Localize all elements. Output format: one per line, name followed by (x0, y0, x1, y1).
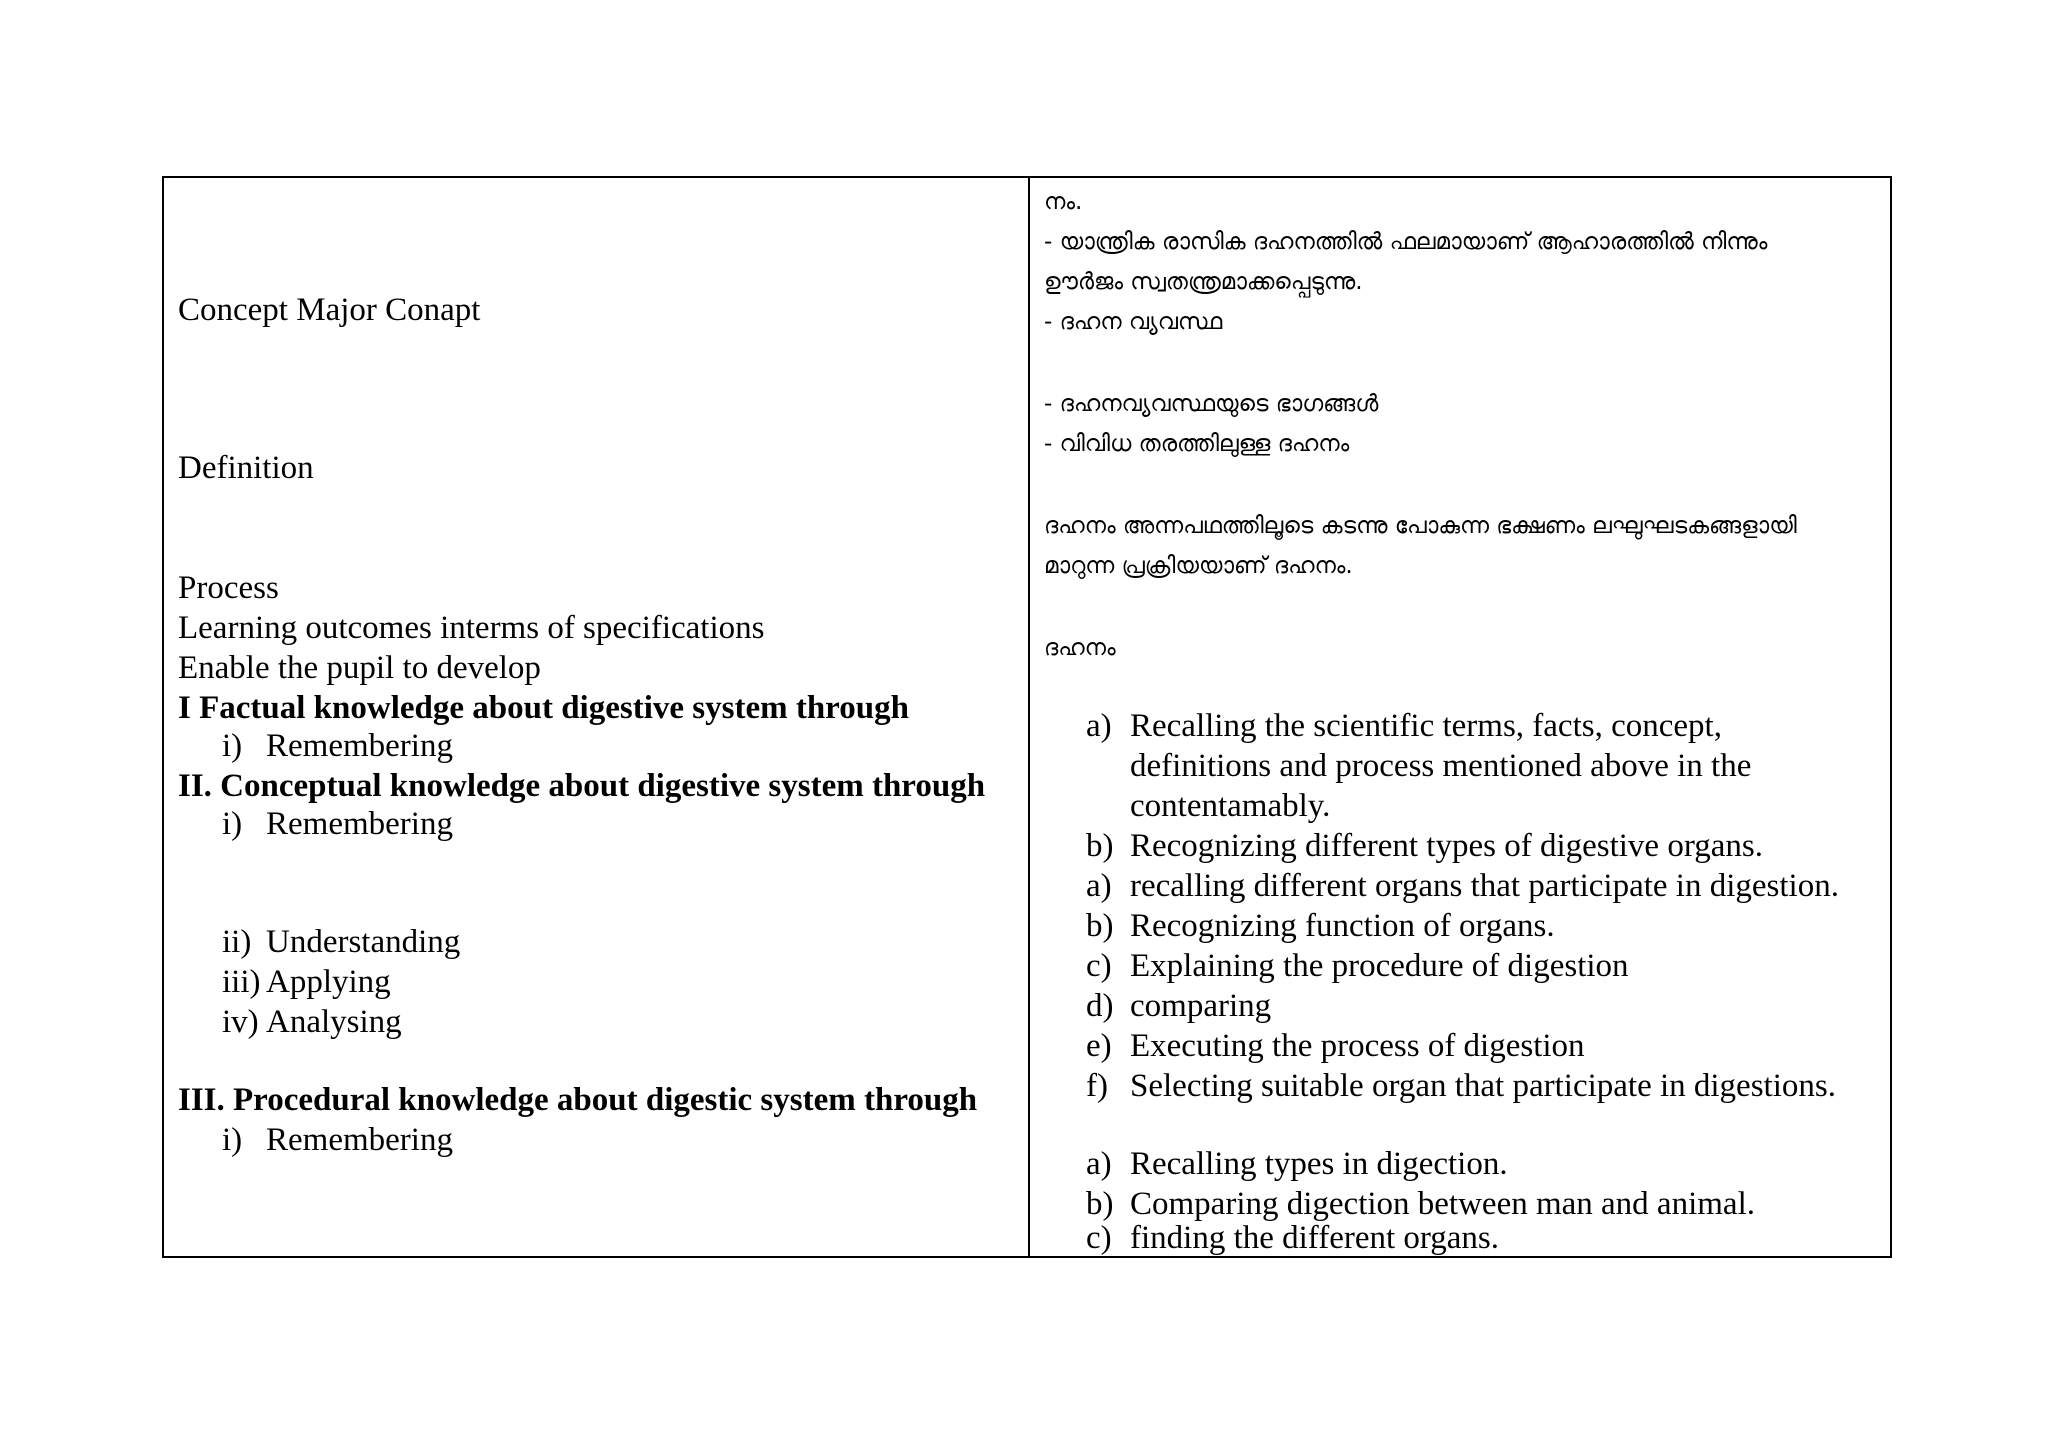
malayalam-line: ദഹനം (1044, 635, 1116, 661)
procedural-item-label: Remembering (266, 1122, 453, 1158)
outcome-letter: a) (1086, 1146, 1112, 1182)
conceptual-item-label: Applying (266, 964, 391, 1000)
conceptual-item-label: Analysing (266, 1004, 402, 1040)
malayalam-line: - യാന്ത്രിക രാസിക ദഹനത്തിൽ ഫലമായാണ് ആഹാരത്തിൽ നിന്നും (1044, 229, 1768, 255)
factual-heading: I Factual knowledge about digestive system through (178, 690, 909, 726)
outcome-letter: b) (1086, 1186, 1114, 1222)
outcome-text: Recalling types in digection. (1130, 1146, 1508, 1182)
malayalam-line: നം. (1044, 189, 1083, 215)
outcome-letter: c) (1086, 1220, 1112, 1256)
conceptual-heading: II. Conceptual knowledge about digestive system through (178, 768, 986, 804)
outcome-text: Explaining the procedure of digestion (1130, 948, 1629, 984)
outcome-letter: c) (1086, 948, 1112, 984)
procedural-heading: III. Procedural knowledge about digestic system through (178, 1082, 978, 1118)
column-divider (1028, 178, 1030, 1256)
lesson-plan-table (162, 176, 1892, 1258)
process-label: Process (178, 570, 279, 606)
malayalam-line: മാറുന്ന പ്രക്രിയയാണ് ദഹനം. (1044, 553, 1353, 579)
outcome-text: recalling different organs that participate in digestion. (1130, 868, 1839, 904)
conceptual-item-num: ii) (222, 924, 252, 960)
outcome-text: Selecting suitable organ that participate in digestions. (1130, 1068, 1836, 1104)
outcome-text: definitions and process mentioned above in the (1130, 748, 1752, 784)
conceptual-item-num: iv) (222, 1004, 259, 1040)
procedural-item-num: i) (222, 1122, 243, 1158)
outcome-text: Recognizing different types of digestive organs. (1130, 828, 1763, 864)
concept-label: Concept Major Conapt (178, 292, 481, 328)
conceptual-item-num: iii) (222, 964, 261, 1000)
enable-label: Enable the pupil to develop (178, 650, 541, 686)
outcome-text: comparing (1130, 988, 1272, 1024)
conceptual-item-label: Understanding (266, 924, 461, 960)
outcome-letter: e) (1086, 1028, 1112, 1064)
outcome-letter: b) (1086, 908, 1114, 944)
outcome-text: Comparing digection between man and animal. (1130, 1186, 1755, 1222)
conceptual-item-label: Remembering (266, 806, 453, 842)
malayalam-line: - വിവിധ തരത്തിലുള്ള ദഹനം (1044, 431, 1350, 457)
malayalam-line: ഊർജം സ്വതന്ത്രമാക്കപ്പെടുന്നു. (1044, 269, 1363, 295)
outcome-letter: f) (1086, 1068, 1108, 1104)
outcome-letter: b) (1086, 828, 1114, 864)
outcome-letter: a) (1086, 868, 1112, 904)
outcome-text: Recognizing function of organs. (1130, 908, 1555, 944)
outcome-text: Recalling the scientific terms, facts, concept, (1130, 708, 1722, 744)
outcome-letter: a) (1086, 708, 1112, 744)
malayalam-line: - ദഹന വ്യവസ്ഥ (1044, 309, 1223, 335)
factual-item-num: i) (222, 728, 243, 764)
malayalam-line: ദഹനം അന്നപഥത്തിലൂടെ കടന്നു പോകുന്ന ഭക്ഷണം ലഘുഘടകങ്ങളായി (1044, 513, 1797, 539)
malayalam-line: - ദഹനവ്യവസ്ഥയുടെ ഭാഗങ്ങൾ (1044, 391, 1379, 417)
outcomes-label: Learning outcomes interms of specifications (178, 610, 765, 646)
outcome-text: Executing the process of digestion (1130, 1028, 1585, 1064)
conceptual-item-num: i) (222, 806, 243, 842)
definition-label: Definition (178, 450, 314, 486)
factual-item-label: Remembering (266, 728, 453, 764)
outcome-letter: d) (1086, 988, 1114, 1024)
outcome-text: contentamably. (1130, 788, 1331, 824)
outcome-text: finding the different organs. (1130, 1220, 1500, 1256)
